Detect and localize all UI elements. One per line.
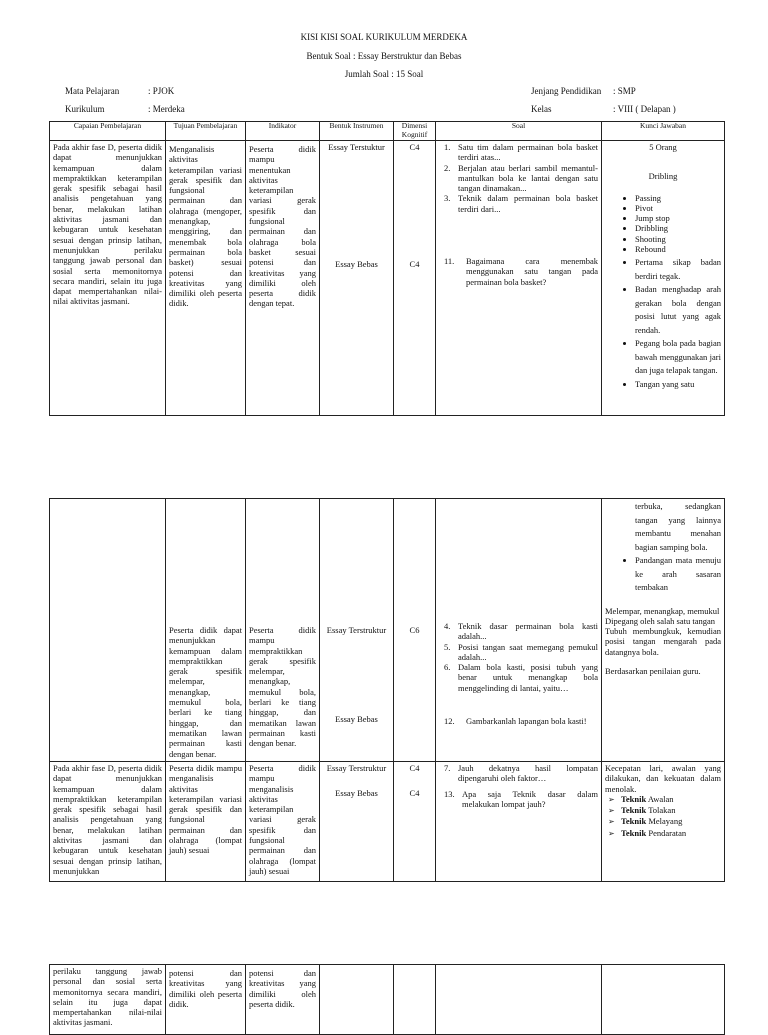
kunci-answer: Tubuh membungkuk, kemudian posisi tangan mengarah pada datangnya bola.	[605, 626, 721, 657]
list-item: • Passing	[635, 193, 721, 203]
bentuk-essay-bebas: Essay Bebas	[335, 259, 378, 270]
capaian-cell: Pada akhir fase D, peserta didik dapat menunjukkan kemampuan dalam mempraktikkan keterampilan gerak spesifik sebagai hasil analisis pengetahuan yang benar, melakukan latihan aktivitas jasmani dan kebugaran untuk kesehatan sesuai dengan prinsip latihan, menunjukkan perilaku tanggung jawab personal dan sosial serta memonitornya secara mandiri, selain itu juga dapat mempertahankan nilai-nilai aktivitas jasmani.	[50, 141, 166, 416]
list-item: • Pegang bola pada bagian bawah menggunakan jari dan juga telapak tangan.	[635, 337, 721, 378]
list-item: • Dribbling	[635, 223, 721, 233]
dimensi-value: C6	[409, 625, 420, 635]
list-item: • Tangan yang satu	[635, 378, 721, 392]
bentuk-cell	[320, 141, 394, 416]
soal-item: 4. Teknik dasar permainan bola kasti adalah...	[444, 621, 598, 642]
kunci-answer: Melempar, menangkap, memukul	[605, 605, 720, 616]
kisi-table-page2	[49, 498, 725, 882]
indikator-cell: potensi dan kreativitas yang dimiliki oleh peserta didik.	[246, 965, 320, 1035]
kunci-cell	[602, 141, 725, 416]
soal-item: 7. Jauh dekatnya hasil lompatan dipengaruhi oleh faktor…	[444, 763, 598, 784]
capaian-cell: Pada akhir fase D, peserta didik dapat menunjukkan kemampuan dalam mempraktikkan keterampilan gerak spesifik sebagai hasil analisis pengetahuan yang benar, melakukan latihan aktivitas jasmani dan kebugaran untuk kesehatan sesuai dengan prinsip latihan, menunjukkan	[50, 762, 166, 882]
kunci-answer: Dribling	[648, 171, 678, 182]
soal-item: 13. Apa saja Teknik dasar dalam melakukan lompat jauh?	[444, 788, 598, 809]
dimensi-cell	[394, 499, 436, 762]
list-item: • Badan menghadap arah gerakan bola dengan posisi lutut yang agak rendah.	[635, 283, 721, 337]
soal-item: 12. Gambarkanlah lapangan bola kasti!	[444, 716, 587, 727]
kunci-steps-list	[605, 554, 721, 595]
table-row	[50, 762, 725, 882]
jenjang-label: Jenjang Pendidikan	[531, 86, 602, 96]
document-subtitle: Bentuk Soal : Essay Berstruktur dan Bebas	[306, 51, 462, 61]
dimensi-cell	[394, 762, 436, 882]
col-header-indikator: Indikator	[246, 122, 320, 141]
mapel-value: : PJOK	[148, 86, 175, 96]
col-header-dimensi: Dimensi Kognitif	[394, 122, 436, 141]
kunci-answer: Berdasarkan penilaian guru.	[605, 665, 701, 676]
kurikulum-value: : Merdeka	[148, 104, 185, 114]
soal-item: 5. Posisi tangan saat memegang pemukul adalah...	[444, 641, 598, 662]
bentuk-cell	[320, 965, 394, 1035]
soal-cell	[436, 141, 602, 416]
kunci-answer: 5 Orang	[649, 142, 677, 152]
list-item: • Jump stop	[635, 213, 721, 223]
dimensi-value: C4	[409, 259, 420, 270]
dimensi-value: C4	[409, 763, 420, 773]
list-item: ➢ Teknik Melayang	[621, 816, 721, 827]
indikator-cell: Peserta didik mampu menentukan aktivitas keterampilan variasi gerak spesifik dan fungsional permainan dan olahraga bola basket sesuai potensi dan kreativitas yang dimiliki oleh peserta didik dengan tepat.	[246, 141, 320, 416]
list-item: • Shooting	[635, 234, 721, 244]
soal-item: 6. Dalam bola kasti, posisi tubuh yang benar untuk menangkap bola menggelinding di lantai, yaitu…	[444, 662, 598, 693]
soal-cell	[436, 965, 602, 1035]
list-item: • Pandangan mata menuju ke arah sasaran tembakan	[635, 554, 721, 595]
kisi-table-page1	[49, 121, 725, 416]
list-item: ➢ Teknik Pendaratan	[621, 828, 721, 839]
indikator-cell: Peserta didik mampu menganalisis aktivitas keterampilan variasi gerak spesifik dan fungsional permainan dan olahraga (lompat jauh) sesuai	[246, 762, 320, 882]
bentuk-essay-terstruktur: Essay Terstruktur	[326, 763, 387, 773]
soal-item: 3. Teknik dalam permainan bola basket terdiri dari...	[444, 193, 598, 214]
kunci-answer: Dipegang oleh salah satu tangan	[605, 615, 715, 626]
list-item: • Rebound	[635, 244, 721, 254]
list-item: • Pivot	[635, 203, 721, 213]
dimensi-cell	[394, 141, 436, 416]
bentuk-essay-bebas: Essay Bebas	[335, 788, 378, 799]
tujuan-cell: Peserta didik mampu menganalisis aktivitas keterampilan variasi gerak spesifik dan fungsional permainan dan olahraga (lompat jauh) sesuai	[166, 762, 246, 882]
table-row	[50, 965, 725, 1035]
kunci-cell	[602, 762, 725, 882]
kurikulum-label: Kurikulum	[65, 104, 105, 114]
dimensi-value: C4	[409, 142, 420, 152]
list-item: ➢ Teknik Awalan	[621, 794, 721, 805]
indikator-cell: Peserta didik mampu mempraktikkan gerak spesifik melempar, menangkap, memukul bola, berlari ke tiang hinggap, dan mematikan lawan permainan kasti dengan benar.	[246, 499, 320, 762]
col-header-bentuk: Bentuk Instrumen	[320, 122, 394, 141]
soal-item: 11. Bagaimana cara menembak menggunakan satu tangan pada permainan bola basket?	[444, 256, 598, 287]
capaian-cell: perilaku tanggung jawab personal dan sosial serta memonitornya secara mandiri, selain itu juga dapat mempertahankan nilai-nilai aktivitas jasmani.	[50, 965, 166, 1035]
jenjang-value: : SMP	[613, 86, 636, 96]
tujuan-cell: Menganalisis aktivitas keterampilan variasi gerak spesifik dan fungsional permainan dan olahraga (mengoper, menangkap, menggiring, dan menembak bola permainan bola basket) sesuai potensi dan kreativitas yang dimiliki oleh peserta didik.	[166, 141, 246, 416]
kunci-steps-list	[605, 256, 721, 391]
tujuan-cell: Peserta didik dapat menunjukkan kemampuan dalam mempraktikkan gerak spesifik melempar, menangkap, memukul bola, berlari ke tiang hinggap, dan mematikan lawan permainan kasti dengan benar.	[166, 499, 246, 762]
soal-cell	[436, 762, 602, 882]
dimensi-cell	[394, 965, 436, 1035]
bentuk-essay-terstruktur: Essay Terstuktur	[328, 142, 385, 152]
list-item: ➢ Teknik Tolakan	[621, 805, 721, 816]
col-header-tujuan: Tujuan Pembelajaran	[166, 122, 246, 141]
capaian-cell	[50, 499, 166, 762]
kunci-answer: Kecepatan lari, awalan yang dilakukan, dan kekuatan dalam menolak.	[605, 763, 721, 794]
kelas-value: : VIII ( Delapan )	[613, 104, 676, 114]
soal-item: 2. Berjalan atau berlari sambil memantul-mantulkan bola ke lantai dengan satu tangan dinamakan...	[444, 162, 598, 194]
table-row	[50, 141, 725, 416]
kunci-technique-list	[605, 193, 721, 255]
kunci-cell	[602, 499, 725, 762]
bentuk-essay-terstruktur: Essay Terstruktur	[326, 625, 387, 635]
dimensi-value: C4	[409, 788, 420, 799]
col-header-soal: Soal	[436, 122, 602, 141]
question-count: Jumlah Soal : 15 Soal	[344, 69, 424, 79]
kunci-cell	[602, 965, 725, 1035]
document-title: KISI KISI SOAL KURIKULUM MERDEKA	[300, 32, 468, 42]
table-row	[50, 499, 725, 762]
mapel-label: Mata Pelajaran	[65, 86, 120, 96]
bentuk-essay-bebas: Essay Bebas	[335, 714, 378, 725]
tujuan-cell: potensi dan kreativitas yang dimiliki oleh peserta didik.	[166, 965, 246, 1035]
kisi-table-page3	[49, 964, 725, 1035]
soal-item: 1. Satu tim dalam permainan bola basket terdiri atas...	[444, 142, 598, 163]
soal-cell	[436, 499, 602, 762]
list-item: • Pertama sikap badan berdiri tegak.	[635, 256, 721, 283]
table-header-row	[50, 122, 725, 141]
col-header-capaian: Capaian Pembelajaran	[50, 122, 166, 141]
kunci-continuation: terbuka, sedangkan tangan yang lainnya membantu menahan bagian samping bola.	[635, 501, 721, 552]
kunci-technique-list	[605, 794, 721, 839]
kelas-label: Kelas	[531, 104, 552, 114]
bentuk-cell	[320, 499, 394, 762]
col-header-kunci: Kunci Jawaban	[602, 122, 725, 141]
bentuk-cell	[320, 762, 394, 882]
